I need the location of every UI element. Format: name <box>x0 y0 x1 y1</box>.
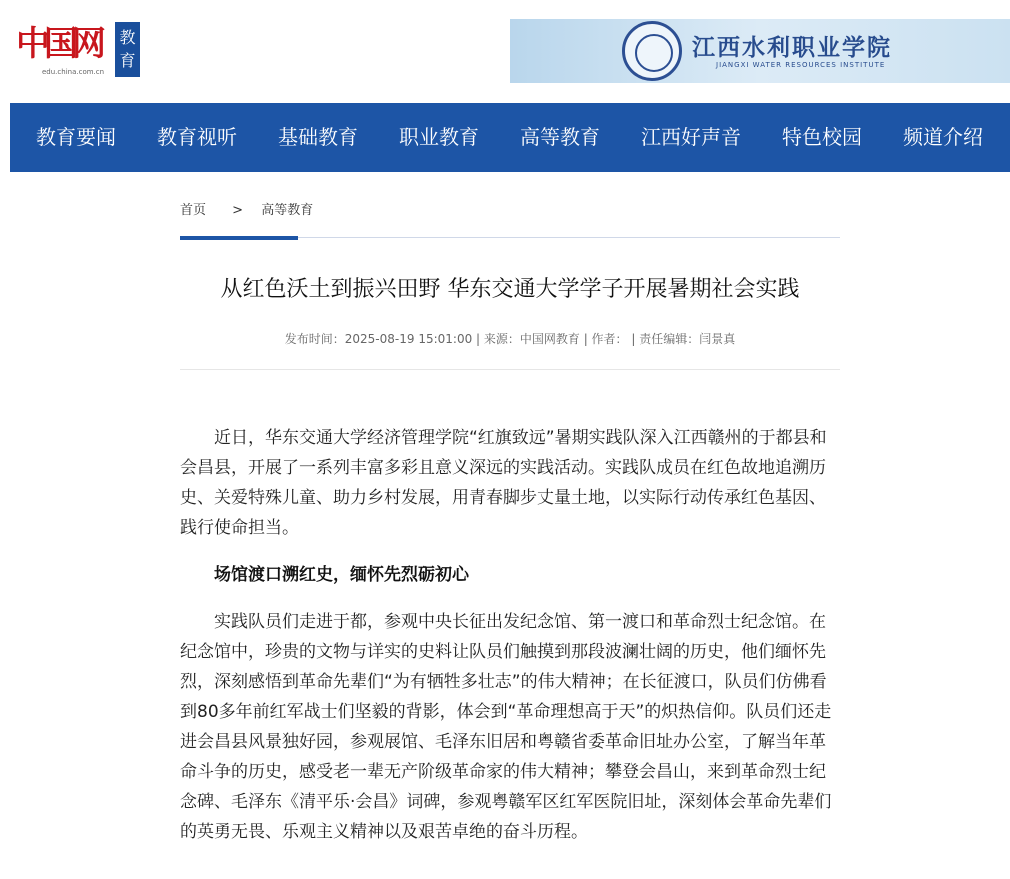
channel-badge: 教育 <box>115 22 140 77</box>
article-paragraph: 近日，华东交通大学经济管理学院“红旗致远”暑期实践队深入江西赣州的于都县和会昌县，开展了一系列丰富多彩且意义深远的实践活动。实践队成员在红色故地追溯历史、关爱特殊儿童、助力乡村发展，用青春脚步丈量土地，以实际行动传承红色基因、践行使命担当。 <box>180 428 827 538</box>
article-paragraph: 实践队员们走进于都，参观中央长征出发纪念馆、第一渡口和革命烈士纪念馆。在纪念馆中，珍贵的文物与详实的史料让队员们触摸到那段波澜壮阔的历史，他们缅怀先烈，深刻感悟到革命先辈们“为有牺牲多壮志”的伟大精神；在长征渡口，队员们仿佛看到80多年前红军战士们坚毅的背影，体会到“革命理想高于天”的炽热信仰。队员们还走进会昌县风景独好园，参观展馆、毛泽东旧居和粤赣省委革命旧址办公室，了解当年革命斗争的历史，感受老一辈无产阶级革命家的伟大精神；攀登会昌山，来到革命烈士纪念碑、毛泽东《清平乐·会昌》词碑，参观粤赣军区红军医院旧址，深刻体会革命先辈们的英勇无畏、乐观主义精神以及艰苦卓绝的奋斗历程。 <box>180 612 832 842</box>
article-title: 从红色沃土到振兴田野 华东交通大学学子开展暑期社会实践 <box>220 277 800 302</box>
college-emblem-icon <box>622 21 682 81</box>
article-meta: 发布时间：2025-08-19 15:01:00 | 来源：中国网教育 | 作者： | 责任编辑：闫景真 <box>284 332 736 346</box>
breadcrumb-current[interactable]: 高等教育 <box>261 203 314 218</box>
nav-item-channel-intro[interactable]: 频道介绍 <box>903 125 983 149</box>
breadcrumb <box>180 199 313 218</box>
logo-domain: edu.china.com.cn <box>42 68 105 76</box>
breadcrumb-separator: > <box>232 203 244 218</box>
article-subheading: 场馆渡口溯红史，缅怀先烈砺初心 <box>214 565 469 585</box>
logo-wordmark: 中国网 <box>16 24 100 64</box>
breadcrumb-accent-bar <box>180 236 298 240</box>
nav-item-vocational-education[interactable]: 职业教育 <box>399 125 479 149</box>
nav-item-news[interactable]: 教育要闻 <box>36 125 116 149</box>
sponsor-banner[interactable] <box>510 19 1010 83</box>
site-header <box>0 0 1010 103</box>
breadcrumb-home[interactable]: 首页 <box>180 203 207 218</box>
nav-item-video[interactable]: 教育视听 <box>157 125 237 149</box>
main-nav <box>10 103 1010 172</box>
nav-item-jiangxi-voice[interactable]: 江西好声音 <box>641 125 741 149</box>
banner-college-name: 江西水利职业学院 <box>692 34 892 61</box>
banner-college-english: JIANGXI WATER RESOURCES INSTITUTE <box>716 61 886 69</box>
nav-item-basic-education[interactable]: 基础教育 <box>278 125 358 149</box>
nav-item-higher-education[interactable]: 高等教育 <box>520 125 600 149</box>
site-logo[interactable] <box>10 14 142 78</box>
china-net-logo-icon <box>12 18 112 76</box>
nav-item-featured-campus[interactable]: 特色校园 <box>782 125 862 149</box>
meta-divider <box>180 369 840 370</box>
article-body <box>180 423 840 864</box>
